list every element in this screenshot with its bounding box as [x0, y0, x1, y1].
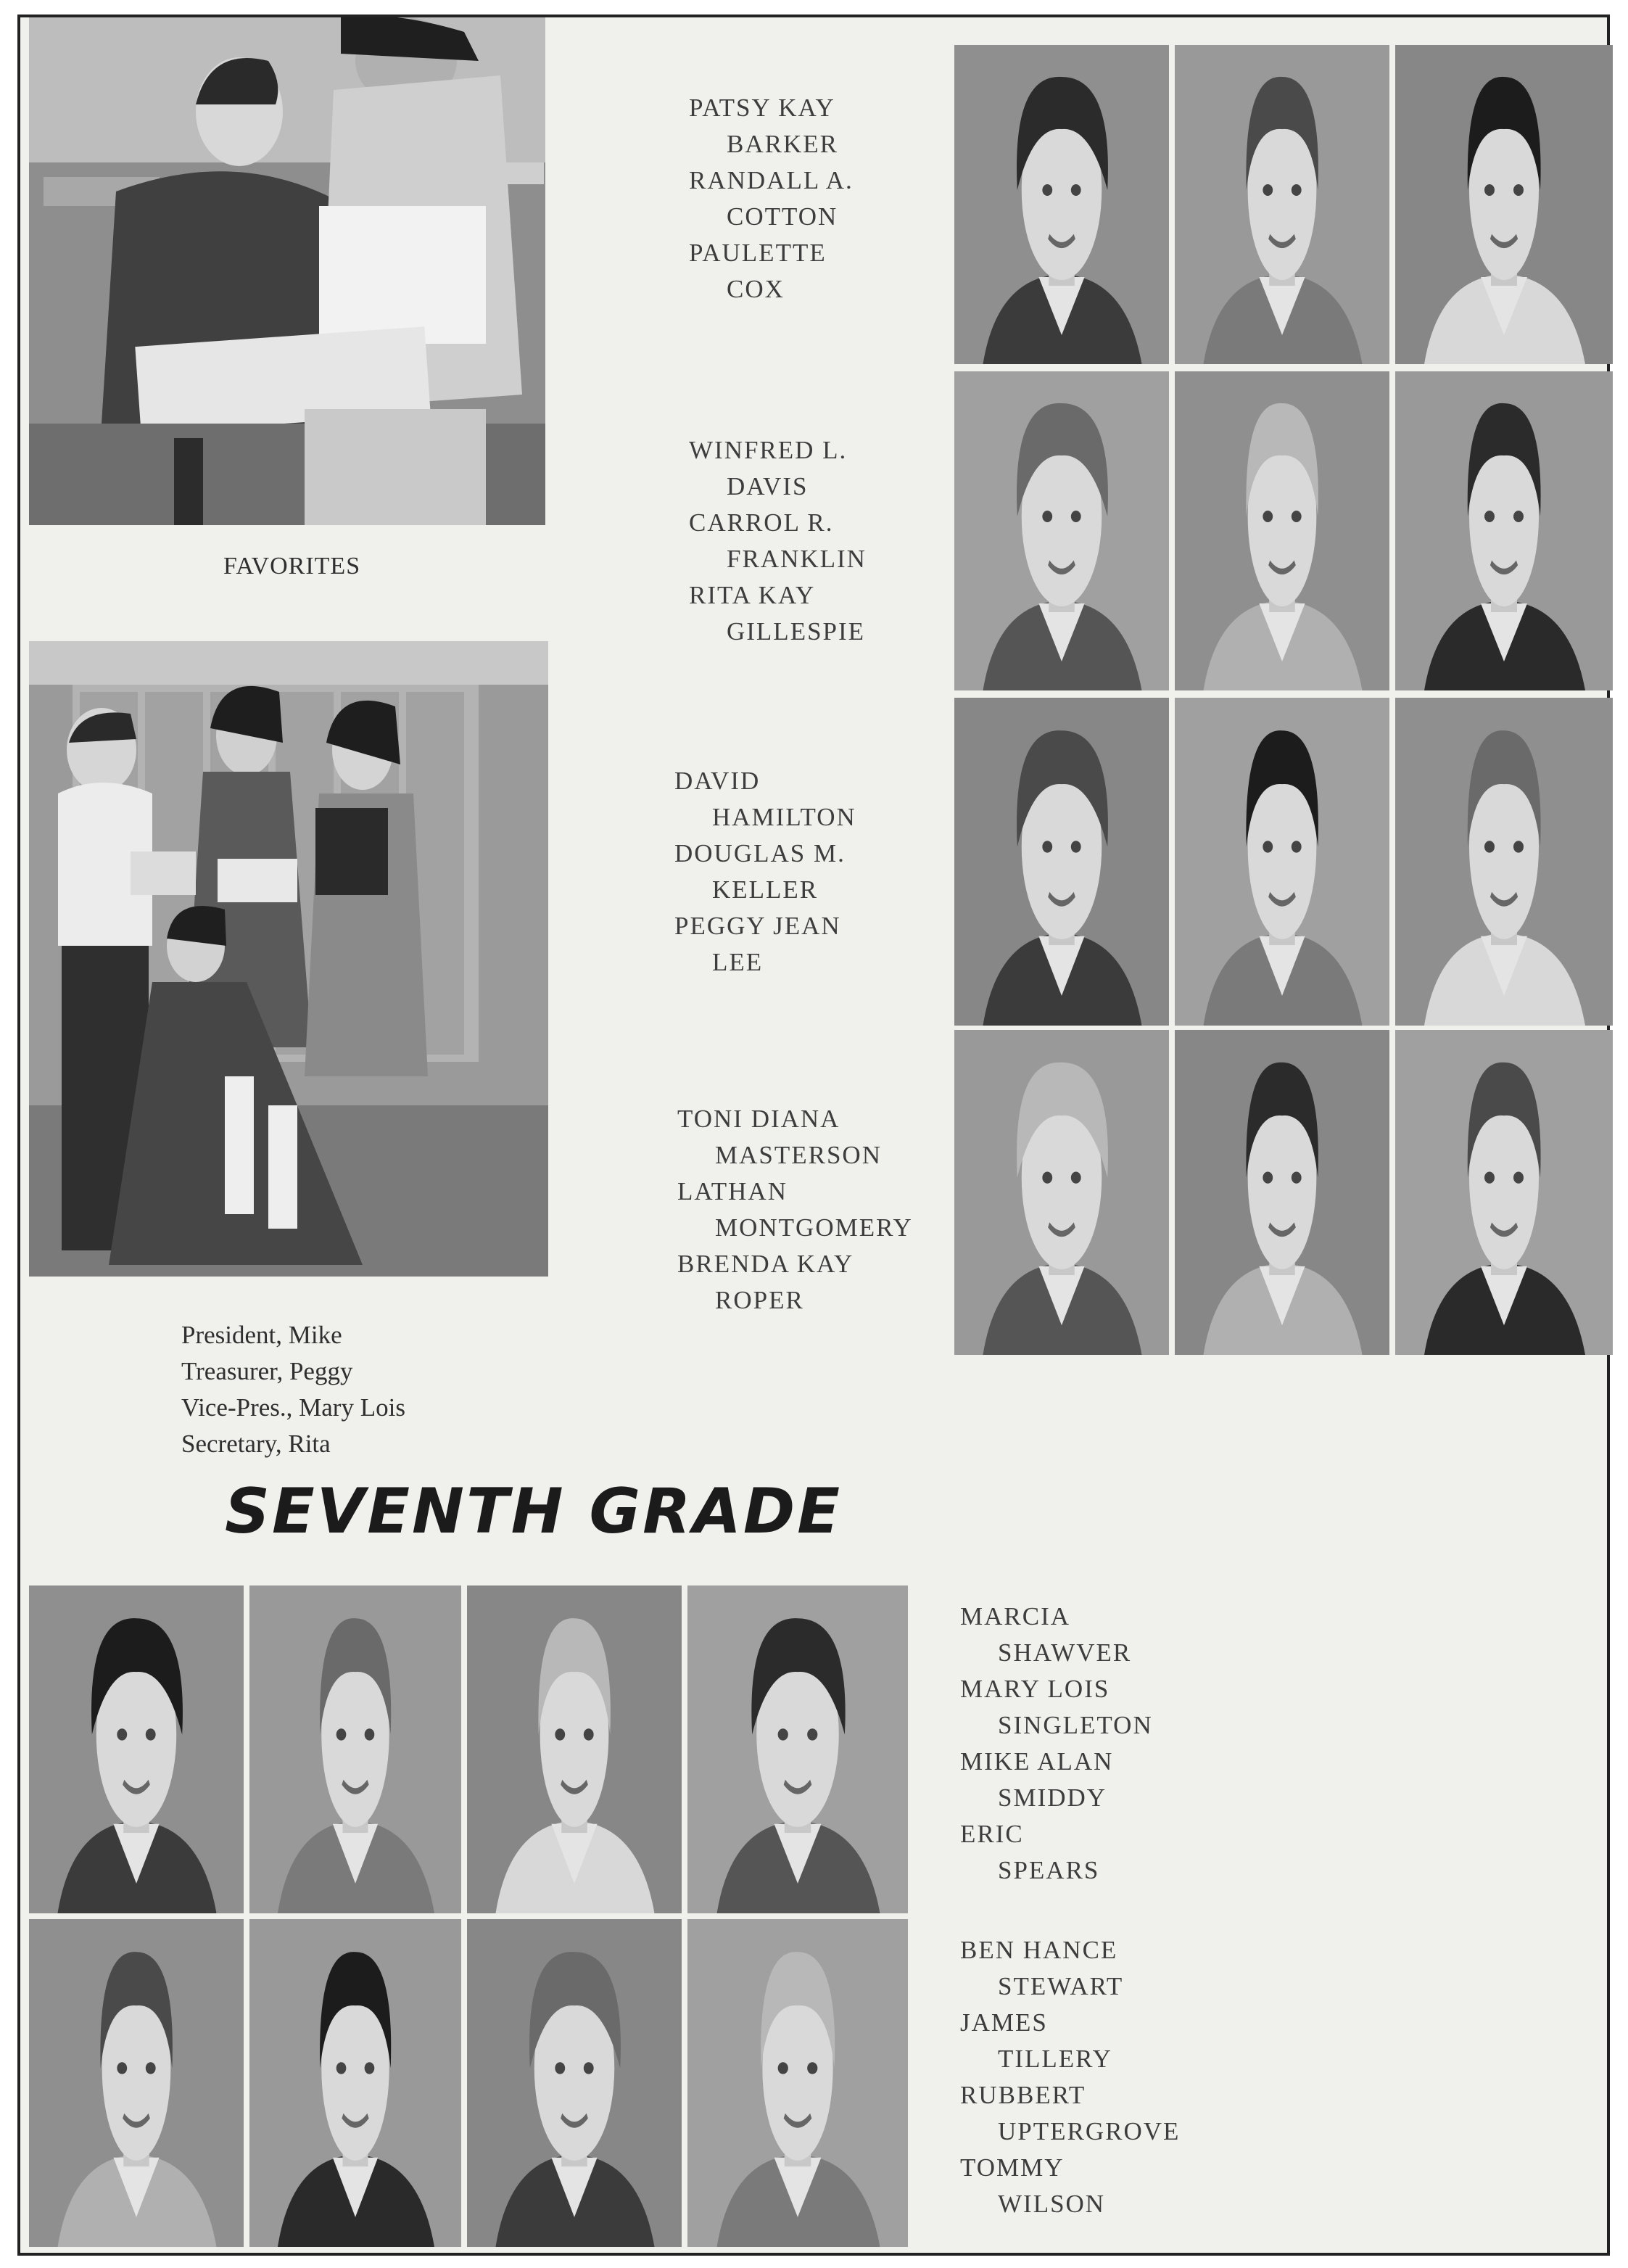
- student-given-name: MARY LOIS: [960, 1675, 1110, 1703]
- student-given-name: TOMMY: [960, 2153, 1065, 2182]
- student-portrait: [954, 371, 1169, 690]
- name-group: [960, 1599, 1153, 1889]
- name-group: [674, 763, 856, 981]
- officer-treasurer: Treasurer, Peggy: [181, 1357, 353, 1385]
- student-surname: MONTGOMERY: [715, 1213, 913, 1242]
- student-portrait: [954, 45, 1169, 364]
- class-officers: [181, 1317, 405, 1462]
- student-portrait: [1175, 45, 1389, 364]
- student-given-name: RITA KAY: [689, 581, 816, 609]
- student-surname: ROPER: [715, 1286, 804, 1314]
- officer-vice-president: Vice-Pres., Mary Lois: [181, 1393, 405, 1422]
- student-portrait: [249, 1585, 461, 1913]
- student-given-name: CARROL R.: [689, 508, 834, 537]
- student-portrait: [29, 1585, 244, 1913]
- name-group: [677, 1101, 913, 1319]
- student-portrait: [687, 1585, 908, 1913]
- student-given-name: BEN HANCE: [960, 1936, 1118, 1964]
- student-given-name: TONI DIANA: [677, 1105, 840, 1133]
- student-given-name: WINFRED L.: [689, 436, 848, 464]
- student-surname: COTTON: [727, 202, 838, 231]
- student-surname: TILLERY: [998, 2045, 1112, 2073]
- student-portrait: [1175, 1030, 1389, 1355]
- name-group: [960, 1932, 1180, 2222]
- student-given-name: PATSY KAY: [689, 94, 835, 122]
- student-given-name: MIKE ALAN: [960, 1747, 1114, 1776]
- section-title: SEVENTH GRADE: [225, 1475, 843, 1548]
- student-surname: HAMILTON: [712, 803, 856, 831]
- student-given-name: PEGGY JEAN: [674, 912, 841, 940]
- student-given-name: LATHAN: [677, 1177, 788, 1205]
- officer-president: President, Mike: [181, 1321, 342, 1349]
- student-surname: FRANKLIN: [727, 545, 867, 573]
- student-surname: SPEARS: [998, 1856, 1100, 1884]
- student-portrait: [29, 1919, 244, 2247]
- officers-photo: [29, 641, 548, 1277]
- student-surname: WILSON: [998, 2190, 1106, 2218]
- student-surname: MASTERSON: [715, 1141, 882, 1169]
- student-portrait: [954, 698, 1169, 1026]
- student-portrait: [687, 1919, 908, 2247]
- student-given-name: RANDALL A.: [689, 166, 854, 194]
- student-given-name: ERIC: [960, 1820, 1024, 1848]
- favorites-photo: [29, 17, 545, 525]
- student-given-name: DOUGLAS M.: [674, 839, 846, 867]
- student-portrait: [1395, 698, 1613, 1026]
- student-surname: DAVIS: [727, 472, 809, 500]
- student-portrait: [467, 1919, 682, 2247]
- student-surname: KELLER: [712, 875, 819, 904]
- student-given-name: JAMES: [960, 2008, 1048, 2037]
- student-portrait: [1395, 371, 1613, 690]
- student-surname: STEWART: [998, 1972, 1124, 2000]
- name-group: [689, 90, 854, 308]
- student-surname: COX: [727, 275, 785, 303]
- student-given-name: DAVID: [674, 767, 761, 795]
- student-surname: LEE: [712, 948, 764, 976]
- student-surname: GILLESPIE: [727, 617, 866, 646]
- student-surname: SMIDDY: [998, 1784, 1107, 1812]
- student-portrait: [1395, 45, 1613, 364]
- student-surname: UPTERGROVE: [998, 2117, 1181, 2145]
- student-given-name: RUBBERT: [960, 2081, 1086, 2109]
- student-surname: SINGLETON: [998, 1711, 1153, 1739]
- student-portrait: [1395, 1030, 1613, 1355]
- student-portrait: [249, 1919, 461, 2247]
- student-portrait: [954, 1030, 1169, 1355]
- yearbook-page: [17, 15, 1610, 2256]
- student-portrait: [1175, 371, 1389, 690]
- student-portrait: [467, 1585, 682, 1913]
- student-surname: BARKER: [727, 130, 838, 158]
- officer-secretary: Secretary, Rita: [181, 1430, 331, 1458]
- student-given-name: MARCIA: [960, 1602, 1071, 1630]
- favorites-caption: FAVORITES: [223, 553, 361, 580]
- student-surname: SHAWVER: [998, 1638, 1132, 1667]
- student-portrait: [1175, 698, 1389, 1026]
- name-group: [689, 432, 867, 650]
- student-given-name: PAULETTE: [689, 239, 827, 267]
- student-given-name: BRENDA KAY: [677, 1250, 854, 1278]
